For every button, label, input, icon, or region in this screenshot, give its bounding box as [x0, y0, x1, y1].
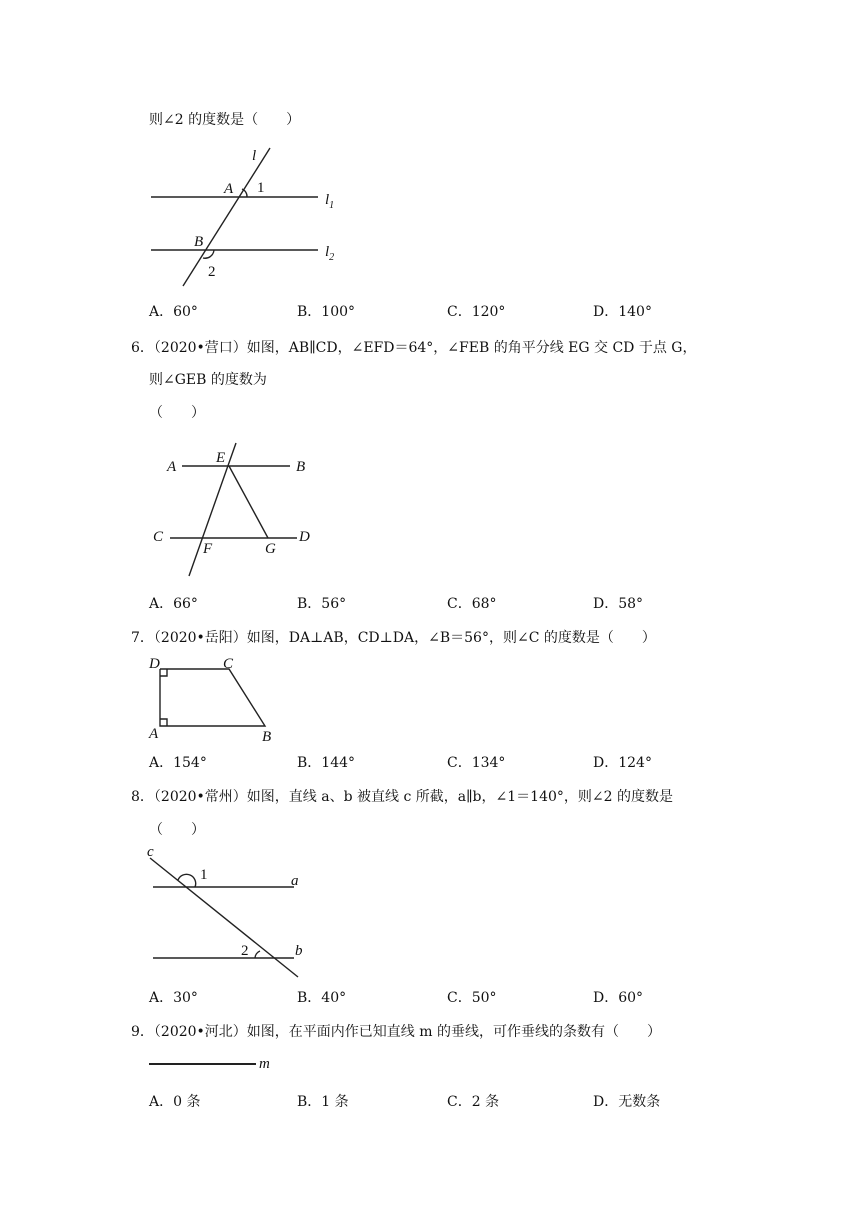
q5-label-A: A: [224, 181, 234, 197]
q9-option-b: B．1 条: [297, 1094, 349, 1110]
q6-option-a: A．66°: [149, 596, 198, 612]
q8-stem-line1: 8．（2020•常州）如图，直线 a、b 被直线 c 所截，a∥b，∠1＝140°，则∠2 的度数是: [131, 789, 673, 805]
q8-label-a: a: [291, 873, 299, 889]
q9-label-m: m: [259, 1056, 270, 1072]
q8-option-a: A．30°: [149, 990, 198, 1006]
q8-stem-line2: （ ）: [149, 822, 205, 838]
q8-option-d: D．60°: [593, 990, 644, 1006]
q5-option-c: C．120°: [447, 304, 506, 320]
q5-label-l: l: [252, 148, 257, 164]
q8-label-c: c: [147, 844, 154, 860]
q7-option-c: C．134°: [447, 755, 506, 771]
q8-option-c: C．50°: [447, 990, 497, 1006]
q8-label-b: b: [295, 943, 303, 959]
q6-stem-line3: （ ）: [149, 405, 205, 421]
q6-stem-line1: 6．（2020•营口）如图，AB∥CD，∠EFD＝64°，∠FEB 的角平分线 EG 交 CD 于点 G，: [131, 340, 697, 356]
q5-label-l1: $l_1$: [325, 192, 335, 211]
q5-option-b: B．100°: [297, 304, 356, 320]
q6-label-C: C: [153, 529, 164, 545]
q8-label-1: 1: [200, 867, 208, 883]
q6-label-A: A: [167, 459, 177, 475]
q5-label-2: 2: [208, 264, 216, 280]
q5-option-a: A．60°: [149, 304, 198, 320]
q6-stem-line2: 则∠GEB 的度数为: [149, 372, 267, 388]
q6-option-d: D．58°: [593, 596, 644, 612]
q6-label-B: B: [296, 459, 306, 475]
q5-option-d: D．140°: [593, 304, 652, 320]
q9-option-d: D．无数条: [593, 1094, 661, 1110]
q7-option-b: B．144°: [297, 755, 356, 771]
q7-stem: 7．（2020•岳阳）如图，DA⊥AB，CD⊥DA，∠B＝56°，则∠C 的度数是（ ）: [131, 630, 656, 646]
q5-label-1: 1: [257, 180, 265, 196]
q7-label-D: D: [149, 656, 160, 672]
q6-label-D: D: [299, 529, 310, 545]
q6-option-c: C．68°: [447, 596, 497, 612]
q5-stem-tail: 则∠2 的度数是（ ）: [149, 112, 301, 128]
q6-label-G: G: [265, 541, 276, 557]
q7-option-a: A．154°: [149, 755, 207, 771]
q5-label-B: B: [194, 234, 204, 250]
q7-option-d: D．124°: [593, 755, 652, 771]
q8-label-2: 2: [241, 943, 249, 959]
q7-label-A: A: [149, 726, 159, 742]
q7-label-B: B: [262, 729, 272, 745]
q9-option-a: A．0 条: [149, 1094, 201, 1110]
q6-label-F: F: [203, 541, 213, 557]
q8-option-b: B．40°: [297, 990, 347, 1006]
q6-label-E: E: [216, 450, 226, 466]
q5-label-l2: $l_2$: [325, 244, 335, 263]
q6-option-b: B．56°: [297, 596, 347, 612]
q9-option-c: C．2 条: [447, 1094, 500, 1110]
q7-label-C: C: [223, 656, 234, 672]
q9-stem: 9．（2020•河北）如图，在平面内作已知直线 m 的垂线，可作垂线的条数有（ ）: [131, 1024, 661, 1040]
